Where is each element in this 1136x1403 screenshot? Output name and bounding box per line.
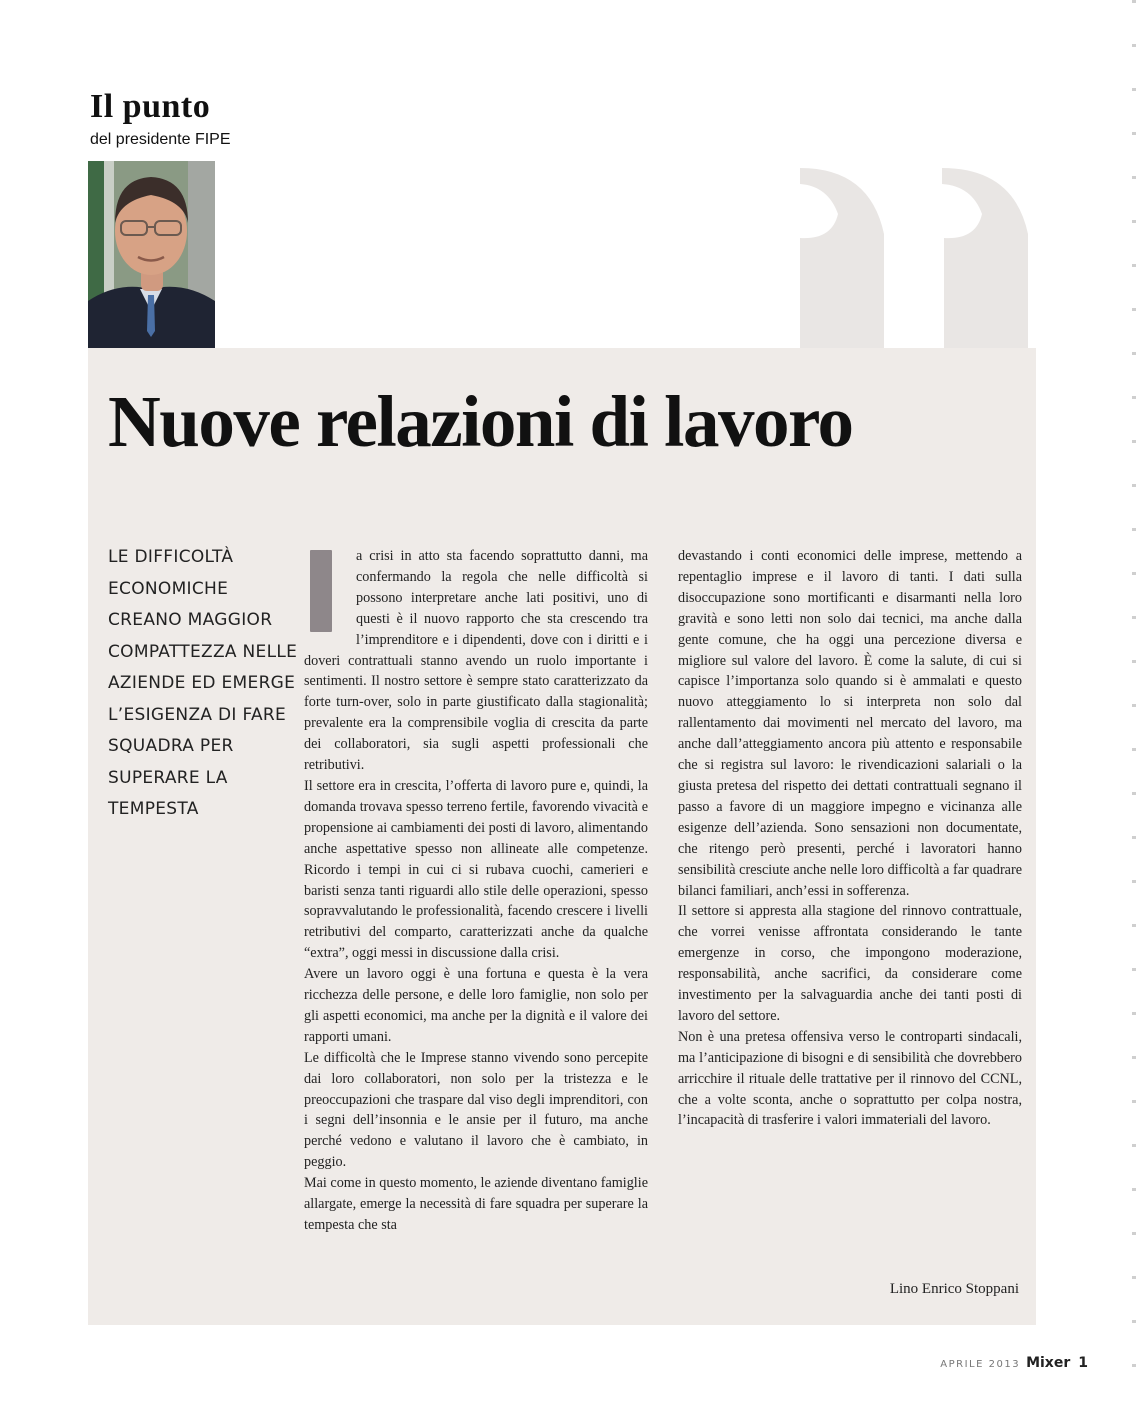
paragraph: Il settore si appresta alla stagione del rinnovo contrattuale, che vorrei venisse affrontata considerando le tante emergenze in corso, che impongono moderazione, responsabilità, anche sacrifici, da considerare come investimento per la salvaguardia anche dei tanti posti di lavoro del settore. [678, 903, 1022, 1024]
page-edge-ticks [1132, 0, 1136, 1403]
closing-quotation-mark-icon [792, 160, 1042, 350]
page-footer [940, 1355, 1088, 1371]
page-number: 1 [1078, 1355, 1088, 1371]
paragraph: Le difficoltà che le Imprese stanno vivendo sono percepite dai loro collaboratori, non solo per la tristezza e le preoccupazioni che traspare dal viso degli imprenditori, con i segni dell’insonnia e le ansie per il futuro, ma anche perché vedono e valutano il lavoro che è cambiato, in peggio. [304, 1049, 648, 1171]
paragraph: devastando i conti economici delle imprese, mettendo a repentaglio imprese e il lavoro di tanti. I dati sulla disoccupazione sono mortificanti e disarmanti nella loro gravità e sono letti non solo dai tecnici, ma anche dalla gente comune, che ha oggi una percezione diversa e migliore sul valore del lavoro. È come la salute, di cui si capisce l’importanza solo quando si è ammalati e questo nuovo atteggiamento lo si interpreta non solo dal rallentamento dai movimenti nel mercato del lavoro, ma anche dall’atteggiamento ancora più attento e responsabile che si registra sul lavoro: le rivendicazioni salariali o la giusta pretesa del rispetto dei dettati contrattuali segnano il passo a favore di un maggiore impegno e vicinanza alle esigenze dell’azienda. Sono sensazioni non documentate, che ritengo però presenti, perché i lavoratori hanno sensibilità cresciute anche nelle loro difficoltà a far quadrare bilanci familiari, anch’essi in sofferenza. [678, 548, 1022, 899]
paragraph: Avere un lavoro oggi è una fortuna e questa è la vera ricchezza delle persone, e delle loro famiglie, non solo per gli aspetti economici, ma anche per la dignità e il valore dei rapporti umani. [304, 966, 648, 1045]
section-subtitle: del presidente FIPE [90, 131, 231, 148]
pull-quote: LE DIFFICOLTÀ ECONOMICHE CREANO MAGGIOR COMPATTEZZA NELLE AZIENDE ED EMERGE L’ESIGENZA DI FARE SQUADRA PER SUPERARE LA TEMPESTA [108, 547, 298, 819]
article-headline: Nuove relazioni di lavoro [108, 381, 853, 462]
author-signature: Lino Enrico Stoppani [889, 1281, 1019, 1297]
dropcap-letter-l [310, 550, 332, 632]
article-column-2 [678, 546, 1022, 1131]
author-photo [88, 161, 215, 348]
magazine-name: Mixer [1026, 1355, 1071, 1371]
paragraph: Mai come in questo momento, le aziende diventano famiglie allargate, emerge la necessità di fare squadra per superare la tempesta che sta [304, 1175, 648, 1233]
paragraph: Il settore era in crescita, l’offerta di lavoro pure e, quindi, la domanda trovava spesso terreno fertile, favorendo vivacità e propensione ai cambiamenti dei posti di lavoro, alimentando anche aspettative spesso non allineate alle competenze. Ricordo i tempi in cui ci si rubava cuochi, camerieri e baristi senza tanti riguardi allo stile delle operazioni, spesso sopravvalutando le professionalità, facendo crescere i livelli retributivi del comparto, caratterizzati anche da qualche “extra”, oggi messi in discussione dalla crisi. [304, 777, 648, 962]
issue-date: APRILE 2013 [940, 1359, 1021, 1370]
paragraph: a crisi in atto sta facendo soprattutto danni, ma confermando la regola che nelle difficoltà si possono interpretare anche lati positivi, uno di questi è il nuovo rapporto che sta crescendo tra l’imprenditore e i dipendenti, dove con i diritti e i doveri contrattuali stanno avendo un ruolo importante i sentimenti. Il nostro settore è sempre stato caratterizzato da forte turn-over, solo in parte giustificato dalla stagionalità; prevalente era la comprensibile voglia di crescita da parte dei collaboratori, sia sugli aspetti professionali che retributivi. [304, 548, 648, 774]
paragraph: Non è una pretesa offensiva verso le controparti sindacali, ma l’anticipazione di bisogni e di sensibilità che dovrebbero arricchire il rituale delle trattative per il rinnovo del CCNL, che a volte sconta, anche o soprattutto per colpa nostra, l’incapacità di trasferire i valori immateriali del lavoro. [678, 1028, 1022, 1129]
article-column-1 [304, 546, 648, 1236]
section-title: Il punto [90, 88, 211, 125]
